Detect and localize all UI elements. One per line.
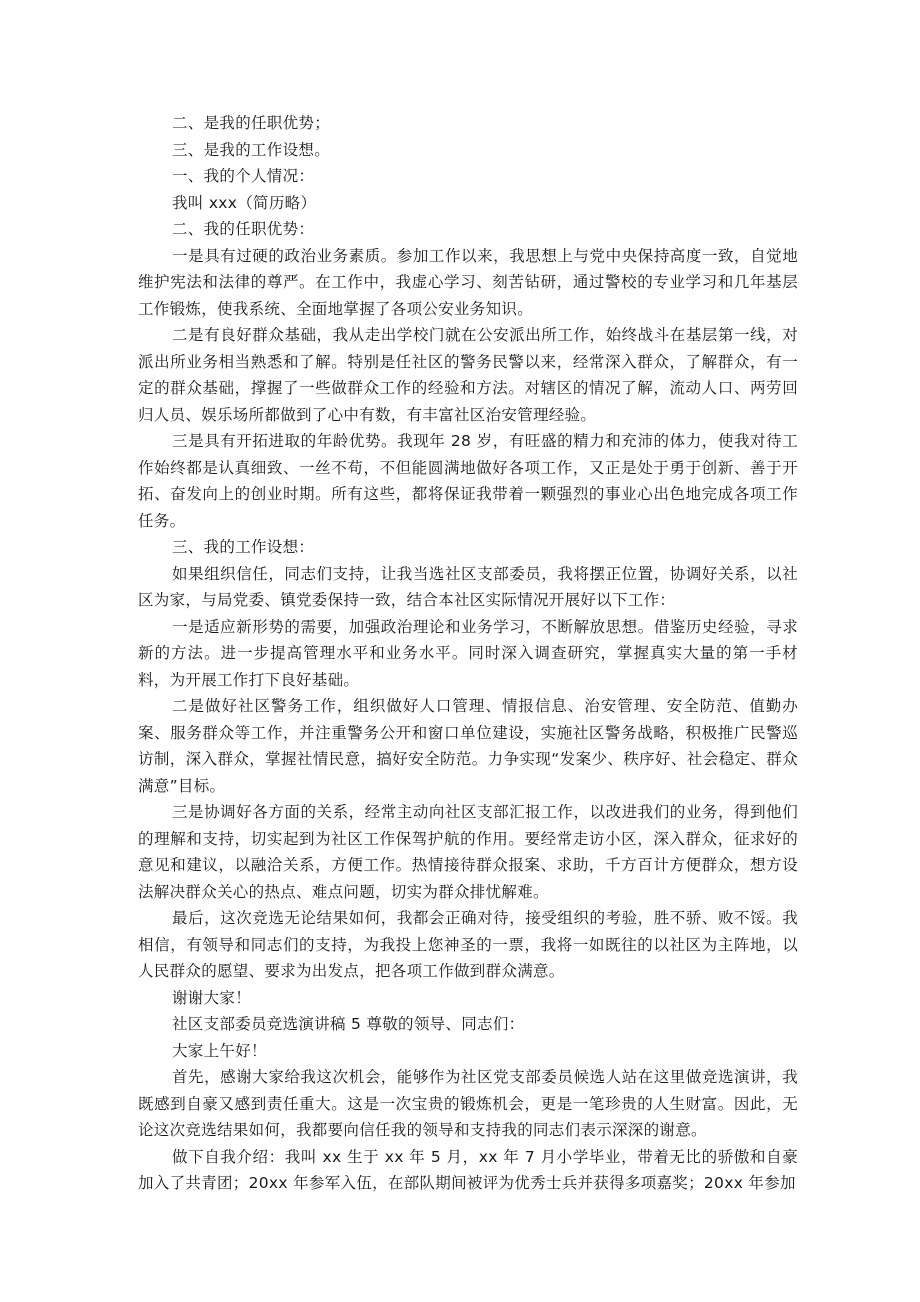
paragraph: 一是适应新形势的需要，加强政治理论和业务学习，不断解放思想。借鉴历史经验，寻求新的方法。进一步提高管理水平和业务水平。同时深入调查研究，掌握真实大量的第一手材料，为开展工作打下良好基础。: [138, 617, 798, 689]
paragraph: 首先，感谢大家给我这次机会，能够作为社区党支部委员候选人站在这里做竞选演讲，我既感到自豪又感到责任重大。这是一次宝贵的锻炼机会，更是一笔珍贵的人生财富。因此，无论这次竞选结果如何，我都要向信任我的领导和支持我的同志们表示深深的谢意。: [138, 1068, 798, 1139]
section-heading: 三、我的工作设想：: [172, 538, 315, 556]
paragraph: 做下自我介绍：我叫 xx 生于 xx 年 5 月，xx 年 7 月小学毕业，带着无比的骄傲和自豪加入了共青团；20xx 年参军入伍，在部队期间被评为优秀士兵并获得多项嘉奖；20xx 年参加: [138, 1147, 798, 1192]
paragraph: 一是具有过硬的政治业务素质。参加工作以来，我思想上与党中央保持高度一致，自觉地维护宪法和法律的尊严。在工作中，我虚心学习、刻苦钻研，通过警校的专业学习和几年基层工作锻炼，使我系统、全面地掌握了各项公安业务知识。: [138, 246, 798, 318]
paragraph: 谢谢大家！: [172, 988, 252, 1007]
paragraph: 三、是我的工作设想。: [172, 140, 331, 159]
paragraph: 二是有良好群众基础，我从走出学校门就在公安派出所工作，始终战斗在基层第一线，对派出所业务相当熟悉和了解。特别是任社区的警务民警以来，经常深入群众，了解群众，有一定的群众基础，撑握了一些做群众工作的经验和方法。对辖区的情况了解，流动人口、两劳回归人员、娱乐场所都做到了心中有数，有丰富社区治安管理经验。: [138, 326, 798, 424]
paragraph: 三是协调好各方面的关系，经常主动向社区支部汇报工作，以改进我们的业务，得到他们的理解和支持，切实起到为社区工作保驾护航的作用。要经常走访小区，深入群众，征求好的意见和建议，以融洽关系，方便工作。热情接待群众报案、求助，千方百计方便群众，想方设法解决群众关心的热点、难点问题，切实为群众排忧解难。: [138, 803, 798, 901]
section-heading: 二、我的任职优势：: [172, 220, 315, 238]
section-heading: 一、我的个人情况：: [172, 167, 315, 185]
speech-title: 社区支部委员竞选演讲稿 5 尊敬的领导、同志们：: [172, 1015, 525, 1033]
paragraph: 三是具有开拓进取的年龄优势。我现年 28 岁，有旺盛的精力和充沛的体力，使我对待工作始终都是认真细致、一丝不苟，不但能圆满地做好各项工作，又正是处于勇于创新、善于开拓、奋发向上的创业时期。所有这些，都将保证我带着一颗强烈的事业心出色地完成各项工作任务。: [138, 432, 798, 530]
greeting: 大家上午好！: [172, 1041, 267, 1060]
paragraph: 二是做好社区警务工作，组织做好人口管理、情报信息、治安管理、安全防范、值勤办案、服务群众等工作，并注重警务公开和窗口单位建设，实施社区警务战略，积极推广民警巡访制，深入群众，掌握社情民意，搞好安全防范。力争实现“发案少、秩序好、社会稳定、群众满意”目标。: [138, 697, 798, 795]
paragraph: 二、是我的任职优势；: [172, 114, 331, 132]
paragraph: 最后，这次竞选无论结果如何，我都会正确对待，接受组织的考验，胜不骄、败不馁。我相信，有领导和同志们的支持，为我投上您神圣的一票，我将一如既往的以社区为主阵地，以人民群众的愿望、要求为出发点，把各项工作做到群众满意。: [138, 909, 798, 980]
paragraph: 如果组织信任，同志们支持，让我当选社区支部委员，我将摆正位置，协调好关系，以社区为家，与局党委、镇党委保持一致，结合本社区实际情况开展好以下工作：: [138, 564, 798, 609]
document-body: [138, 110, 798, 1197]
paragraph: 我叫 xxx（简历略）: [172, 193, 317, 212]
